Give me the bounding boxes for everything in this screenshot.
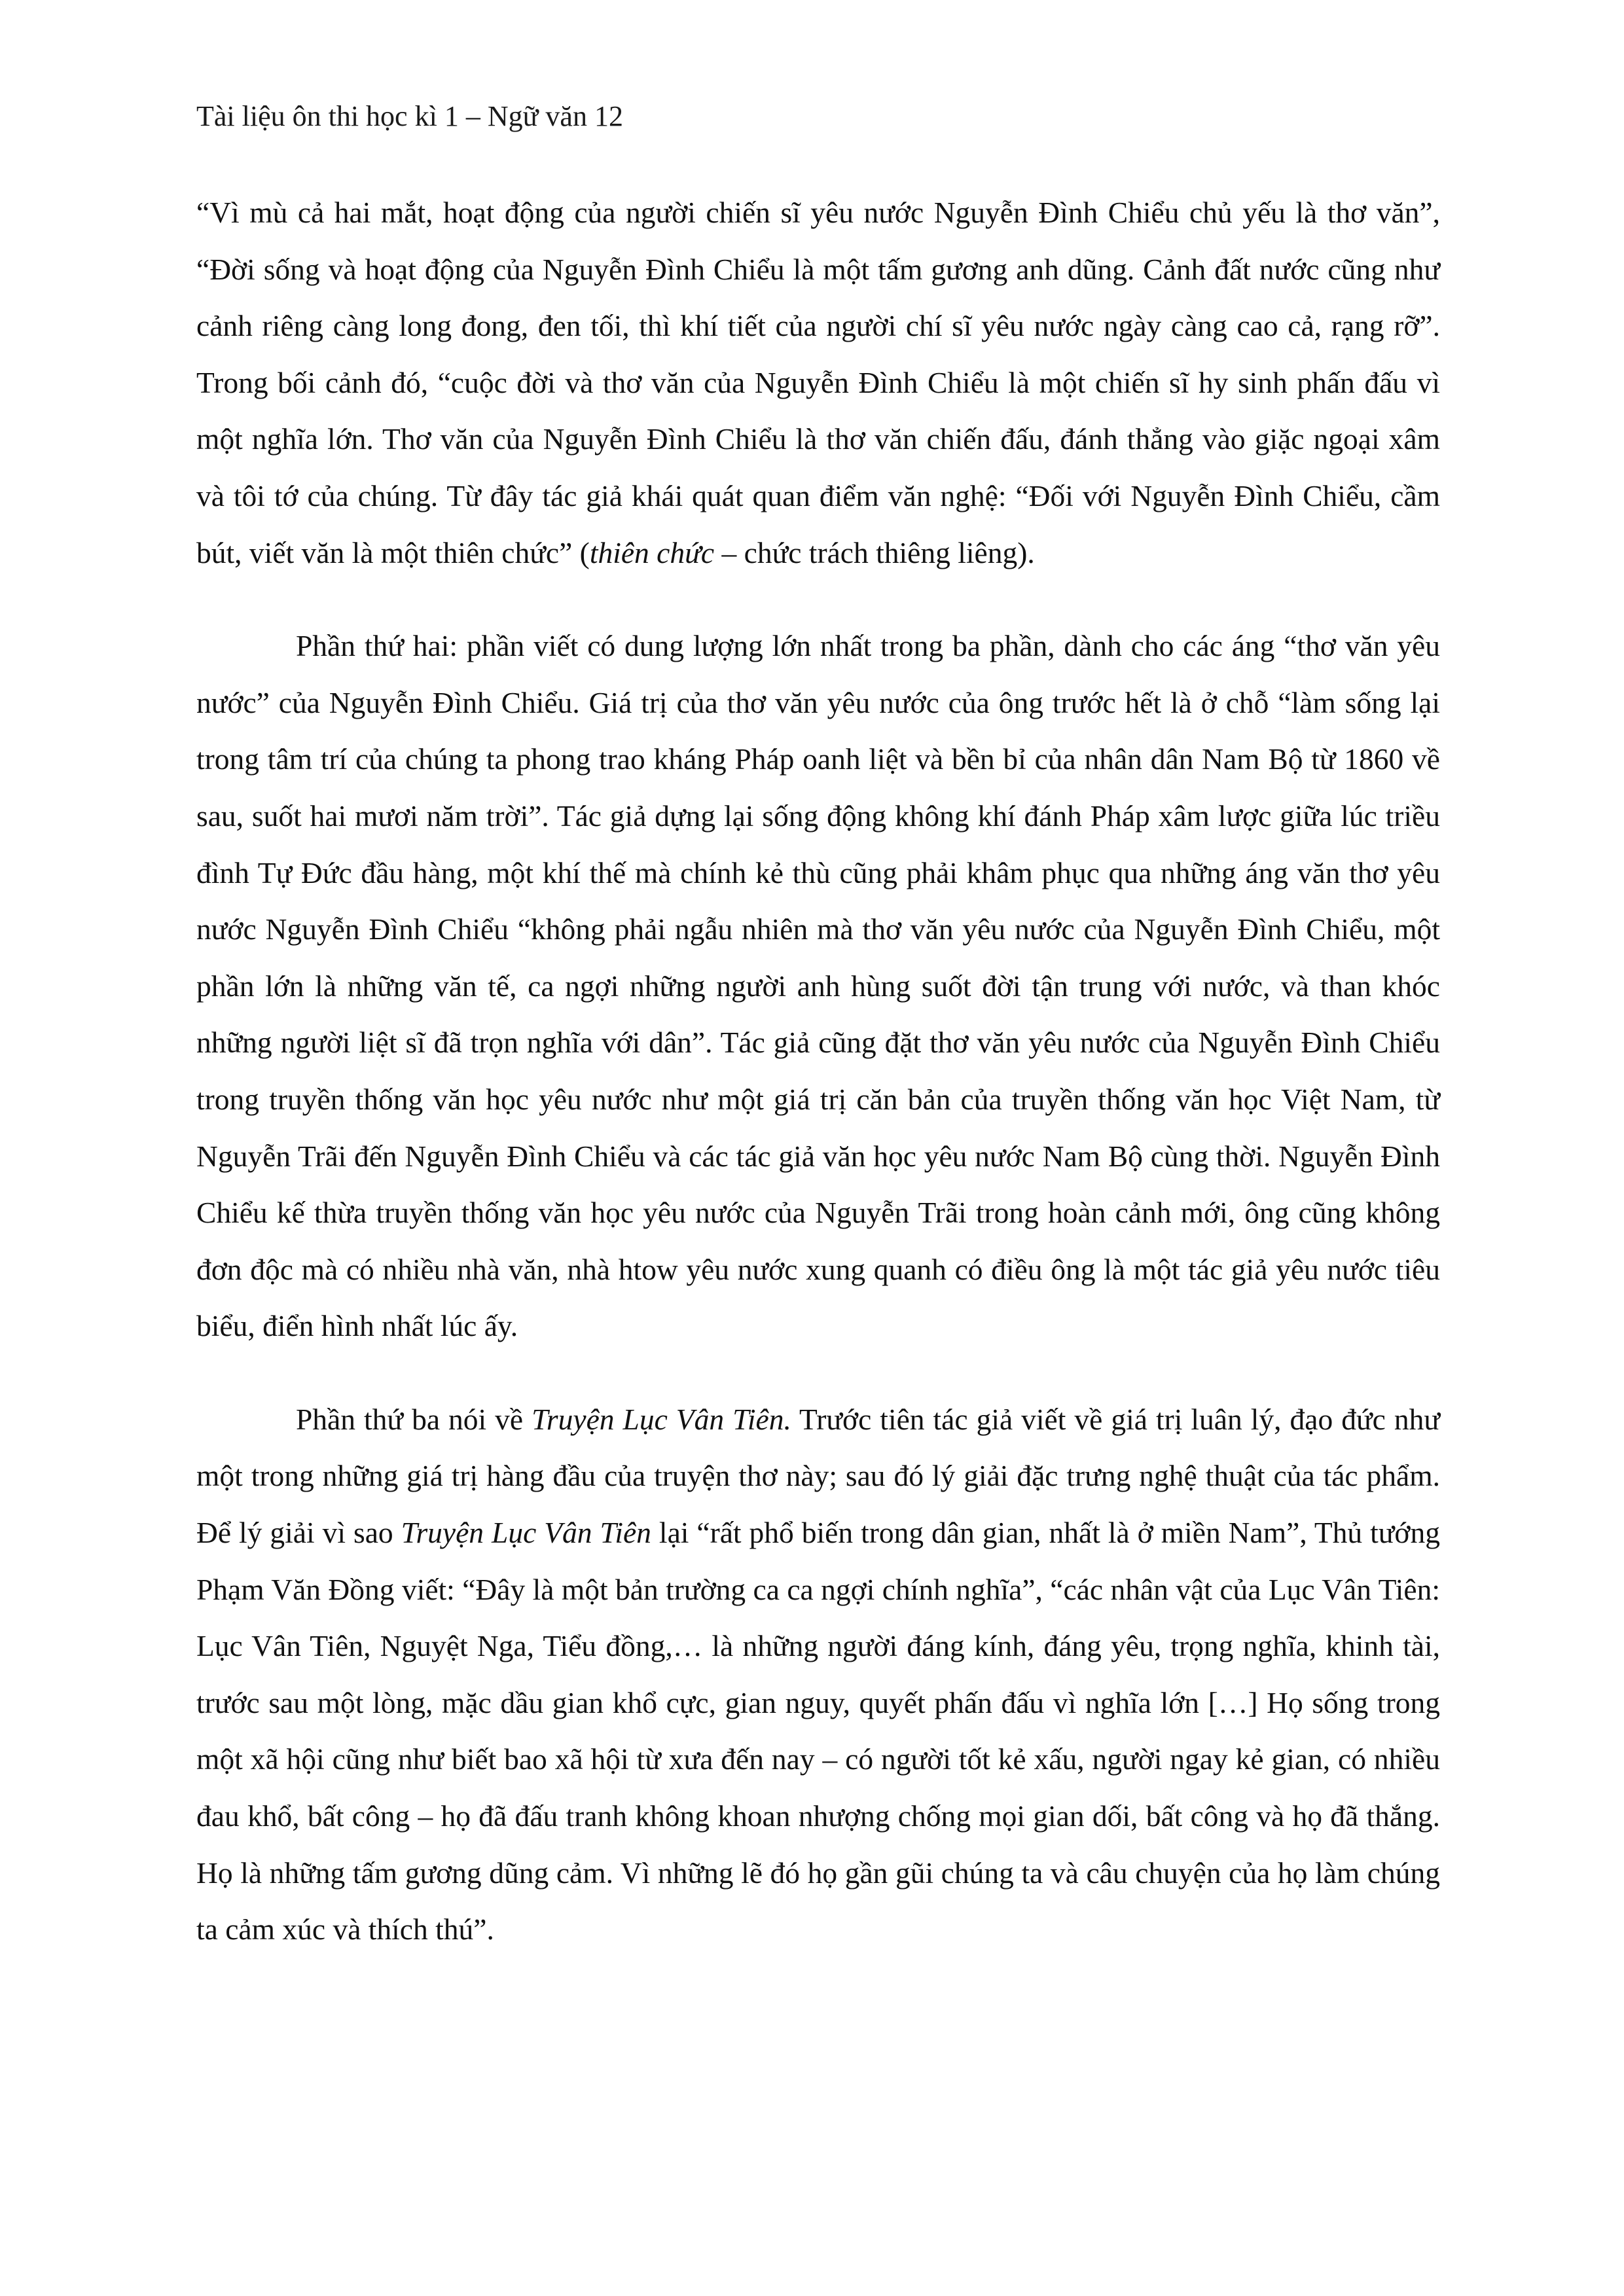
paragraph-3-text-start: Phần thứ ba nói về <box>296 1402 532 1436</box>
paragraph-3 <box>196 1391 1440 1958</box>
paragraph-1-text-end: – chức trách thiêng liêng). <box>714 535 1035 569</box>
italic-title-luc-van-tien-2: Truyện Lục Vân Tiên <box>401 1516 651 1550</box>
paragraph-2 <box>196 618 1440 1355</box>
italic-term-thien-chuc: thiên chức <box>589 535 715 569</box>
page-header: Tài liệu ôn thi học kì 1 – Ngữ văn 12 <box>196 100 623 132</box>
document-body <box>196 185 1440 1995</box>
paragraph-1-text: “Vì mù cả hai mắt, hoạt động của người chiến sĩ yêu nước Nguyễn Đình Chiểu chủ yếu là thơ văn”, “Đời sống và hoạt động của Nguyễn Đình Chiểu là một tấm gương anh dũng. Cảnh đất nước cũng như cảnh riêng càng long đong, đen tối, thì khí tiết của người chí sĩ yêu nước ngày càng cao cả, rạng rỡ”. Trong bối cảnh đó, “cuộc đời và thơ văn của Nguyễn Đình Chiểu là một chiến sĩ hy sinh phấn đấu vì một nghĩa lớn. Thơ văn của Nguyễn Đình Chiểu là thơ văn chiến đấu, đánh thẳng vào giặc ngoại xâm và tôi tớ của chúng. Từ đây tác giả khái quát quan điểm văn nghệ: “Đối với Nguyễn Đình Chiểu, cầm bút, viết văn là một thiên chức” ( <box>196 196 1440 569</box>
paragraph-1 <box>196 185 1440 581</box>
paragraph-3-text-end: lại “rất phổ biến trong dân gian, nhất là ở miền Nam”, Thủ tướng Phạm Văn Đồng viết: “Đây là một bản trường ca ca ngợi chính nghĩa”, “các nhân vật của Lục Vân Tiên: Lục Vân Tiên, Nguyệt Nga, Tiểu đồng,… là những người đáng kính, đáng yêu, trọng nghĩa, khinh tài, trước sau một lòng, mặc dầu gian khổ cực, gian nguy, quyết phấn đấu vì nghĩa lớn […] Họ sống trong một xã hội cũng như biết bao xã hội từ xưa đến nay – có người tốt kẻ xấu, người ngay kẻ gian, có nhiều đau khổ, bất công – họ đã đấu tranh không khoan nhượng chống mọi gian dối, bất công và họ đã thắng. Họ là những tấm gương dũng cảm. Vì những lẽ đó họ gần gũi chúng ta và câu chuyện của họ làm chúng ta cảm xúc và thích thú”. <box>196 1516 1440 1946</box>
italic-title-luc-van-tien-1: Truyện Lục Vân Tiên. <box>532 1402 791 1436</box>
paragraph-2-text: Phần thứ hai: phần viết có dung lượng lớn nhất trong ba phần, dành cho các áng “thơ văn yêu nước” của Nguyễn Đình Chiểu. Giá trị của thơ văn yêu nước của ông trước hết là ở chỗ “làm sống lại trong tâm trí của chúng ta phong trao kháng Pháp oanh liệt và bền bỉ của nhân dân Nam Bộ từ 1860 về sau, suốt hai mươi năm trời”. Tác giả dựng lại sống động không khí đánh Pháp xâm lược giữa lúc triều đình Tự Đức đầu hàng, một khí thế mà chính kẻ thù cũng phải khâm phục qua những áng văn thơ yêu nước Nguyễn Đình Chiểu “không phải ngẫu nhiên mà thơ văn yêu nước của Nguyễn Đình Chiểu, một phần lớn là những văn tế, ca ngợi những người anh hùng suốt đời tận trung với nước, và than khóc những người liệt sĩ đã trọn nghĩa với dân”. Tác giả cũng đặt thơ văn yêu nước của Nguyễn Đình Chiểu trong truyền thống văn học yêu nước như một giá trị căn bản của truyền thống văn học Việt Nam, từ Nguyễn Trãi đến Nguyễn Đình Chiểu và các tác giả văn học yêu nước Nam Bộ cùng thời. Nguyễn Đình Chiểu kế thừa truyền thống văn học yêu nước của Nguyễn Trãi trong hoàn cảnh mới, ông cũng không đơn độc mà có nhiều nhà văn, nhà htow yêu nước xung quanh có điều ông là một tác giả yêu nước tiêu biểu, điển hình nhất lúc ấy. <box>196 629 1440 1343</box>
paragraph-3-text-middle: Trước tiên tác giả viết về giá trị luân lý, đạo đức như một trong những giá trị hàng đầu của truyện thơ này; sau đó lý giải đặc trưng nghệ thuật của tác phẩm. Để lý giải vì sao <box>196 1402 1440 1550</box>
